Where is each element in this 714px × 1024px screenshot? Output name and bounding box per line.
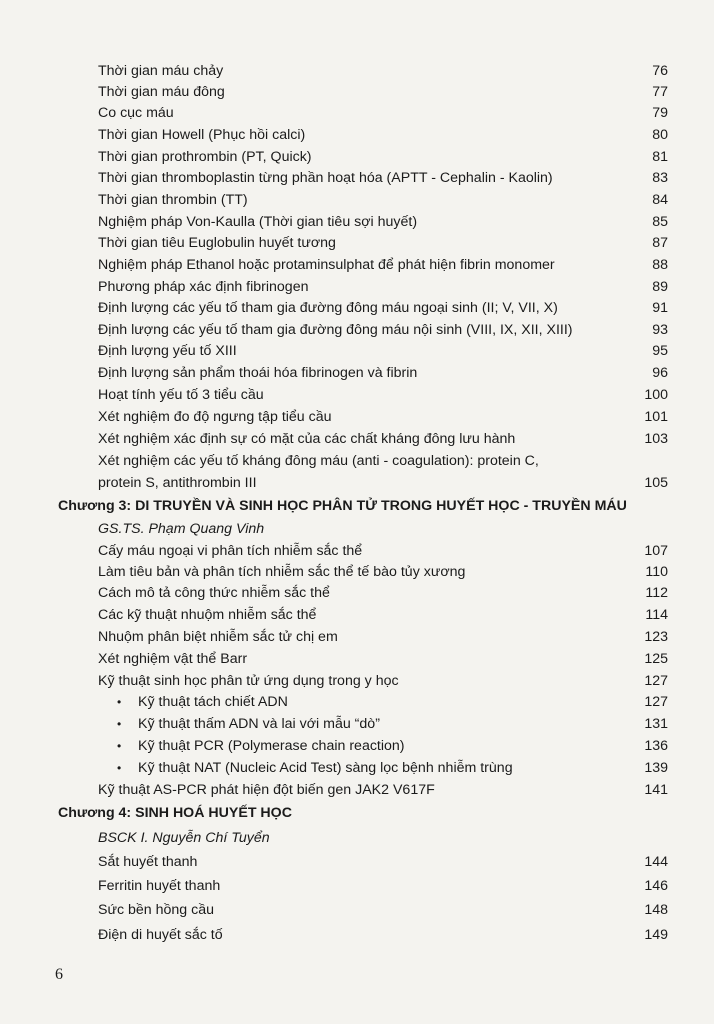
- toc-entry-title: Chương 4: SINH HOÁ HUYẾT HỌC: [58, 805, 292, 821]
- toc-entry-page: 139: [644, 760, 668, 776]
- toc-entry-page: 101: [644, 409, 668, 425]
- toc-entry-title: protein S, antithrombin III: [98, 475, 257, 491]
- toc-entry-page: 89: [652, 279, 668, 295]
- bullet-icon: •: [117, 739, 122, 753]
- toc-entry-page: 127: [644, 673, 668, 689]
- toc-entry-page: 80: [652, 127, 668, 143]
- toc-entry-page: 96: [652, 365, 668, 381]
- toc-entry-title: Phương pháp xác định fibrinogen: [98, 279, 309, 295]
- toc-entry-page: 146: [644, 878, 668, 894]
- toc-entry-title: Cấy máu ngoại vi phân tích nhiễm sắc thể: [98, 543, 363, 559]
- toc-entry-title: Kỹ thuật sinh học phân tử ứng dụng trong y học: [98, 673, 399, 689]
- toc-entry-title: Co cục máu: [98, 105, 174, 121]
- toc-entry-title: Kỹ thuật NAT (Nucleic Acid Test) sàng lọc bệnh nhiễm trùng: [138, 760, 513, 776]
- toc-entry-title: Xét nghiệm xác định sự có mặt của các chất kháng đông lưu hành: [98, 431, 516, 447]
- toc-entry-page: 114: [645, 607, 668, 623]
- toc-entry-title: Kỹ thuật tách chiết ADN: [138, 694, 288, 710]
- toc-entry-page: 110: [645, 564, 668, 580]
- toc-entry-title: Nghiệm pháp Ethanol hoặc protaminsulphat để phát hiện fibrin monomer: [98, 257, 555, 273]
- toc-entry-page: 84: [652, 192, 668, 208]
- toc-entry-title: Xét nghiệm vật thể Barr: [98, 651, 248, 667]
- toc-entry-page: 79: [652, 105, 668, 121]
- toc-entry-title: Định lượng các yếu tố tham gia đường đông máu nội sinh (VIII, IX, XII, XIII): [98, 322, 573, 338]
- toc-entry-title: Định lượng các yếu tố tham gia đường đông máu ngoại sinh (II; V, VII, X): [98, 300, 558, 316]
- toc-entry-title: Xét nghiệm các yếu tố kháng đông máu (anti - coagulation): protein C,: [98, 453, 539, 469]
- toc-entry-title: Hoạt tính yếu tố 3 tiểu cầu: [98, 387, 264, 403]
- toc-entry-title: BSCK I. Nguyễn Chí Tuyển: [98, 830, 270, 846]
- toc-entry-page: 123: [644, 629, 668, 645]
- toc-entry-page: 136: [644, 738, 668, 754]
- toc-entry-title: Định lượng yếu tố XIII: [98, 343, 237, 359]
- toc-entry-page: 77: [652, 84, 668, 100]
- toc-entry-page: 87: [652, 235, 668, 251]
- toc-entry-title: Kỹ thuật AS-PCR phát hiện đột biến gen JAK2 V617F: [98, 782, 435, 798]
- toc-entry-title: Ferritin huyết thanh: [98, 878, 221, 894]
- bullet-icon: •: [117, 717, 122, 731]
- toc-entry-page: 100: [644, 387, 668, 403]
- toc-entry-title: Sức bền hồng cầu: [98, 902, 214, 918]
- toc-entry-title: Định lượng sản phẩm thoái hóa fibrinogen và fibrin: [98, 365, 418, 381]
- toc-entry-title: GS.TS. Phạm Quang Vinh: [98, 521, 265, 537]
- bullet-icon: •: [117, 761, 122, 775]
- toc-entry-title: Thời gian máu đông: [98, 84, 225, 100]
- toc-entry-page: 91: [652, 300, 668, 316]
- toc-entry-title: Cách mô tả công thức nhiễm sắc thể: [98, 585, 330, 601]
- toc-entry-page: 148: [644, 902, 668, 918]
- toc-entry-page: 144: [644, 854, 668, 870]
- toc-entry-page: 127: [644, 694, 668, 710]
- toc-entry-page: 125: [644, 651, 668, 667]
- toc-entry-title: Nghiệm pháp Von-Kaulla (Thời gian tiêu sợi huyết): [98, 214, 418, 230]
- toc-entry-title: Nhuộm phân biệt nhiễm sắc tử chị em: [98, 629, 338, 645]
- toc-entry-title: Điện di huyết sắc tố: [98, 927, 223, 943]
- toc-entry-title: Thời gian máu chảy: [98, 63, 224, 79]
- toc-entry-page: 105: [644, 475, 668, 491]
- toc-entry-title: Thời gian thrombin (TT): [98, 192, 248, 208]
- toc-entry-page: 88: [652, 257, 668, 273]
- toc-entry-title: Thời gian Howell (Phục hồi calci): [98, 127, 306, 143]
- toc-entry-title: Kỹ thuật PCR (Polymerase chain reaction): [138, 738, 405, 754]
- toc-entry-title: Kỹ thuật thấm ADN và lai với mẫu “dò”: [138, 716, 380, 732]
- page-number: 6: [55, 966, 63, 983]
- bullet-icon: •: [117, 695, 122, 709]
- toc-entry-title: Thời gian tiêu Euglobulin huyết tương: [98, 235, 336, 251]
- toc-entry-page: 76: [652, 63, 668, 79]
- toc-entry-page: 149: [644, 927, 668, 943]
- toc-entry-page: 83: [652, 170, 668, 186]
- toc-entry-page: 95: [652, 343, 668, 359]
- toc-entry-title: Các kỹ thuật nhuộm nhiễm sắc thể: [98, 607, 317, 623]
- toc-entry-page: 107: [644, 543, 668, 559]
- toc-entry-title: Sắt huyết thanh: [98, 854, 198, 870]
- toc-entry-page: 93: [652, 322, 668, 338]
- toc-entry-page: 103: [644, 431, 668, 447]
- toc-entry-page: 112: [645, 585, 668, 601]
- toc-entry-title: Thời gian thromboplastin từng phần hoạt hóa (APTT - Cephalin - Kaolin): [98, 170, 553, 186]
- toc-entry-title: Làm tiêu bản và phân tích nhiễm sắc thể tế bào tủy xương: [98, 564, 466, 580]
- toc-entry-page: 131: [644, 716, 668, 732]
- toc-entry-page: 141: [644, 782, 668, 798]
- toc-entry-title: Chương 3: DI TRUYỀN VÀ SINH HỌC PHÂN TỬ TRONG HUYẾT HỌC - TRUYỀN MÁU: [58, 498, 627, 514]
- toc-entry-page: 81: [652, 149, 668, 165]
- toc-entry-page: 85: [652, 214, 668, 230]
- toc-entry-title: Xét nghiệm đo độ ngưng tập tiểu cầu: [98, 409, 332, 425]
- toc-entry-title: Thời gian prothrombin (PT, Quick): [98, 149, 312, 165]
